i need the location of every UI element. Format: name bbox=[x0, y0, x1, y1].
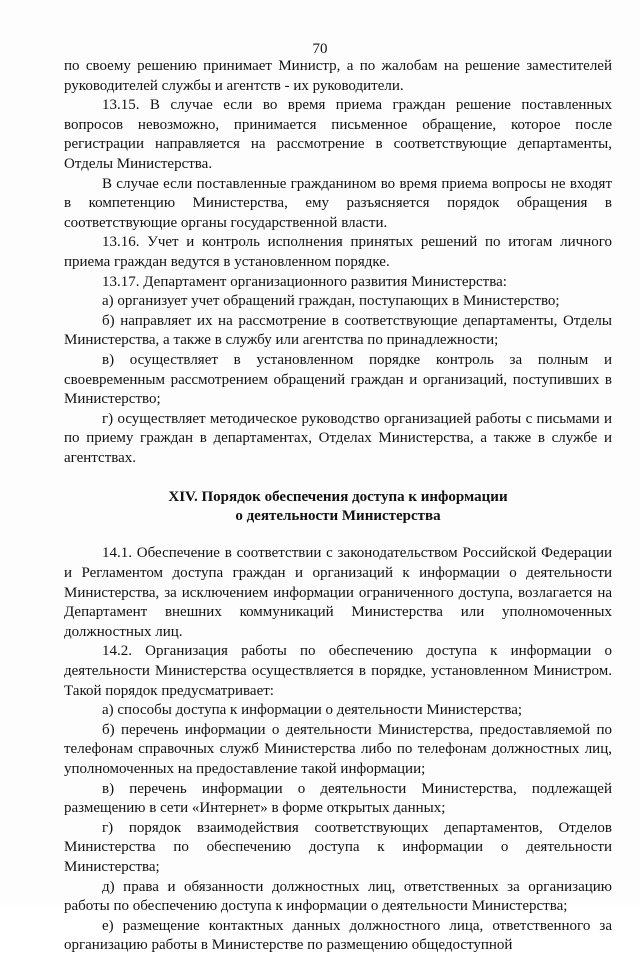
paragraph: а) способы доступа к информации о деятельности Министерства; bbox=[102, 702, 523, 719]
paragraph: 14.1. Обеспечение в соответствии с законодательством Российской Федерации и Регламентом доступа граждан и организаций к информации о деятельности Министерства, за исключением информации ограниченного доступа, возлагается на Департамент внешних коммуникаций Министерства или уполномоченных должностных лиц. bbox=[64, 545, 612, 640]
paragraph: В случае если поставленные гражданином во время приема вопросы не входят в компетенцию Министерства, ему разъясняется порядок обращения в соответствующие органы государственной власти. bbox=[64, 175, 612, 231]
paragraph: 14.2. Организация работы по обеспечению доступа к информации о деятельности Министерства осуществляется в порядке, установленном Министром. Такой порядок предусматривает: bbox=[64, 643, 612, 699]
paragraph: г) порядок взаимодействия соответствующих департаментов, Отделов Министерства по обеспечению доступа к информации о деятельности Министерства; bbox=[64, 819, 612, 875]
paragraph: д) права и обязанности должностных лиц, ответственных за организацию работы по обеспечению доступа к информации о деятельности Министерства; bbox=[64, 878, 612, 915]
paragraph: е) размещение контактных данных должностного лица, ответственного за организацию работы в Министерстве по размещению общедоступной bbox=[64, 917, 612, 954]
document-body bbox=[64, 57, 612, 956]
paragraph: б) перечень информации о деятельности Министерства, предоставляемой по телефонам справочных служб Министерства либо по телефонам должностных лиц, уполномоченных на предоставление такой информации; bbox=[64, 721, 612, 777]
paragraph: 13.15. В случае если во время приема граждан решение поставленных вопросов невозможно, принимается письменное обращение, которое после регистрации направляется на рассмотрение в соответствующие департаменты, Отделы Министерства. bbox=[64, 97, 612, 172]
paragraph: по своему решению принимает Министр, а по жалобам на решение заместителей руководителей службы и агентств - их руководители. bbox=[64, 58, 612, 94]
paragraph: в) осуществляет в установленном порядке контроль за полным и своевременным рассмотрением обращений граждан и организаций, поступивших в Министерство; bbox=[64, 351, 612, 408]
section-heading-line: о деятельности Министерства bbox=[235, 508, 441, 525]
section-heading bbox=[64, 488, 612, 526]
paragraph: б) направляет их на рассмотрение в соответствующие департаменты, Отделы Министерства, а также в службу или агентства по принадлежности; bbox=[64, 312, 612, 349]
page-number: 70 bbox=[312, 41, 328, 57]
paragraph: а) организует учет обращений граждан, поступающих в Министерство; bbox=[102, 293, 560, 310]
paragraph: 13.17. Департамент организационного развития Министерства: bbox=[102, 273, 507, 290]
paragraph: в) перечень информации о деятельности Министерства, подлежащей размещению в сети «Интернет» в форме открытых данных; bbox=[64, 780, 612, 817]
paragraph: 13.16. Учет и контроль исполнения принятых решений по итогам личного приема граждан ведутся в установленном порядке. bbox=[64, 234, 612, 270]
section-heading-line: XIV. Порядок обеспечения доступа к информации bbox=[168, 489, 508, 506]
paragraph: г) осуществляет методическое руководство организацией работы с письмами и по приему граждан в департаментах, Отделах Министерства, а также в службе и агентствах. bbox=[64, 410, 612, 466]
